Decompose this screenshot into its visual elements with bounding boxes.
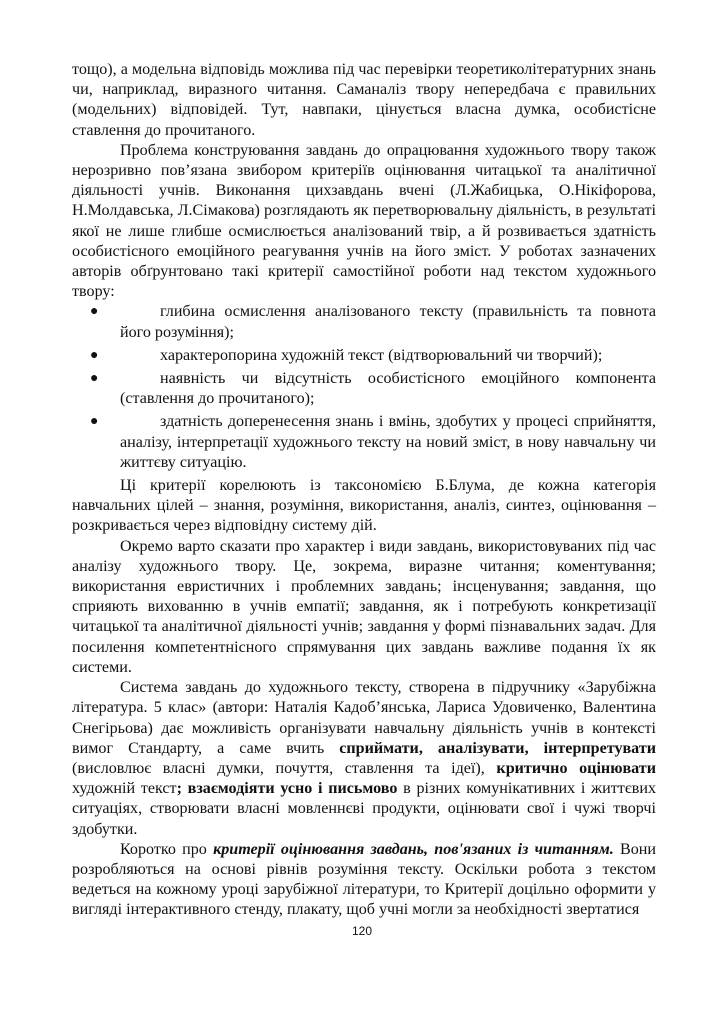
- document-body: [72, 60, 656, 921]
- criteria-list: [72, 302, 656, 473]
- paragraph-3: Ці критерії корелюють із таксономією Б.Блума, де кожна категорія навчальних цілей – знання, розуміння, використання, аналіз, синтез, оцінювання – розкривається через відповідну систему дій.: [72, 477, 656, 535]
- emphasis-criteria: критерії оцінювання завдань, пов'язаних із читанням.: [213, 840, 614, 858]
- bullet-icon: ●: [90, 347, 99, 363]
- bullet-icon: ●: [90, 371, 99, 387]
- paragraph-6: Коротко про критерії оцінювання завдань, пов'язаних із читанням. Вони розробляються на основі рівнів розуміння тексту. Оскільки робота з текстом ведеться на кожному уроці зарубіжної літератури, то Критерії доцільно оформити у вигляді інтерактивного стенду, плакату, щоб учні могли за необхідності звертатися: [72, 840, 657, 919]
- paragraph-4: Окремо варто сказати про характер і види завдань, використовуваних під час аналізу художнього твору. Це, зокрема, виразне читання; коментування; використання евристичних і проблемних завдань; інсценування; завдання, що сприяють вихованню в учнів емпатії; завдання, як і потребують конкретизації читацької та аналітичної діяльності учнів; завдання у формі пізнавальних задач. Для посилення компетентнісного спрямування цих завдань важливе подання їх як системи.: [72, 537, 656, 676]
- bullet-icon: ●: [90, 304, 99, 320]
- emphasis-interact: ; взаємодіяти усно і письмово: [176, 780, 398, 798]
- criteria-item: ● глибина осмислення аналізованого тексту (правильність та повнота його розуміння);: [90, 303, 656, 341]
- paragraph-5: Система завдань до художнього тексту, створена в підручнику «Зарубіжна література. 5 клас» (автори: Наталія Кадоб’янська, Лариса Удовиченко, Валентина Снегірьова) дає можливість організувати навчальну діяльність учнів в контексті вимог Стандарту, а саме вчить сприймати, аналізувати, інтерпретувати (висловлює власні думки, почуття, ставлення та ідеї), критично оцінювати художній текст; взаємодіяти усно і письмово в різних комунікативних і життєвих ситуаціях, створювати власні мовленнєві продукти, оцінювати свої і чужі творчі здобутки.: [72, 679, 656, 838]
- page-number: 120: [351, 924, 373, 938]
- criteria-item: ● здатність доперенесення знань і вмінь, здобутих у процесі сприйняття, аналізу, інтерпретації художнього тексту на новий зміст, в нову навчальну чи життєву ситуацію.: [90, 413, 656, 471]
- criteria-item: ● наявність чи відсутність особистісного емоційного компонента (ставлення до прочитаного);: [90, 370, 656, 408]
- emphasis-critical: критично оцінювати: [496, 759, 656, 777]
- bullet-icon: ●: [90, 414, 99, 430]
- criteria-item: ● характеропорина художній текст (відтворювальний чи творчий);: [72, 346, 656, 366]
- emphasis-skills: сприймати, аналізувати, інтерпретувати: [339, 739, 656, 757]
- paragraph-2: Проблема конструювання завдань до опрацювання художнього твору також нерозривно пов’язана звибором критеріїв оцінювання читацької та аналітичної діяльності учнів. Виконання цихзавдань вчені (Л.Жабицька, О.Нікіфорова, Н.Молдавська, Л.Сімакова) розглядають як перетворювальну діяльність, в результаті якої не лише глибше осмислюється аналізований твір, а й розвивається здатність особистісного емоційного реагування учнів на його зміст. У роботах зазначених авторів обґрунтовано такі критерії самостійної роботи над текстом художнього твору:: [72, 141, 656, 301]
- paragraph-1: тощо), а модельна відповідь можлива під час перевірки теоретиколітературних знань чи, наприклад, виразного читання. Саманаліз твору непередбача є правильних (модельних) відповідей. Тут, навпаки, цінується власна думка, особистісне ставлення до прочитаного.: [72, 61, 656, 139]
